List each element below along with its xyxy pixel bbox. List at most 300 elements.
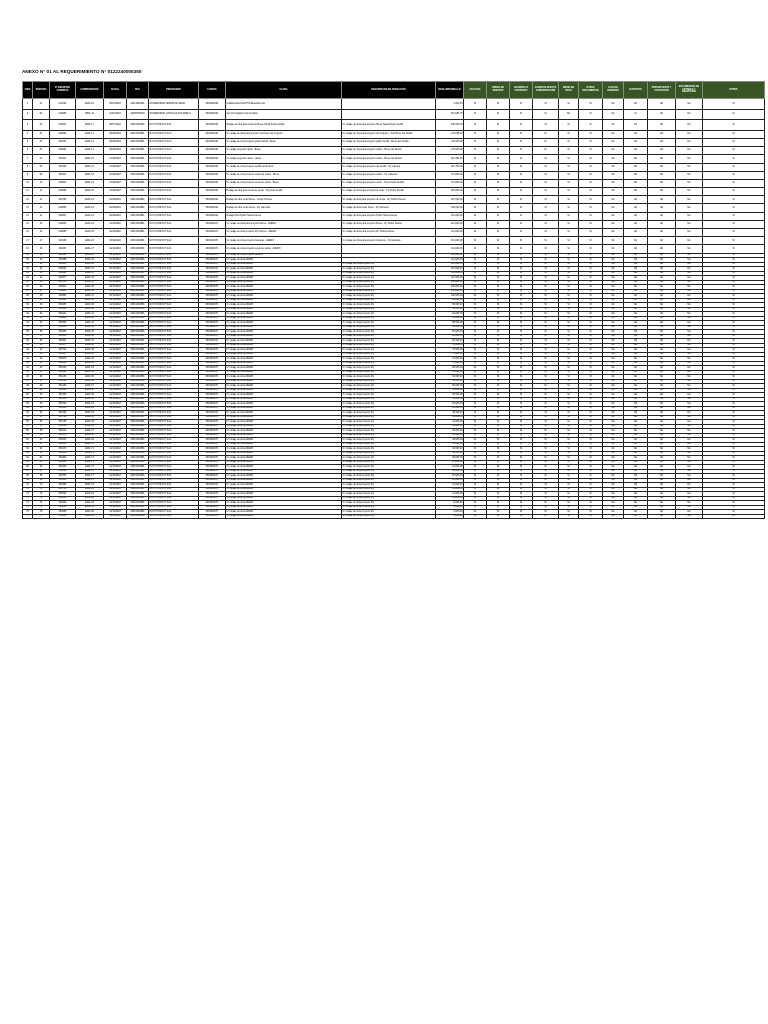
cell-j: NA xyxy=(648,438,676,443)
cell-b: SI xyxy=(487,285,510,290)
cell-cpe: E001-14 xyxy=(76,147,104,155)
cell-item: 11 xyxy=(23,188,33,196)
cell-obs: SI xyxy=(703,424,765,429)
cell-periodo: 60 xyxy=(33,438,50,443)
cell-periodo: 28 xyxy=(33,294,50,299)
cell-obs: SI xyxy=(703,267,765,272)
cell-base: 52,000.00 xyxy=(436,402,464,407)
cell-periodo: 72 xyxy=(33,492,50,497)
cell-j: NA xyxy=(648,253,676,258)
cell-obs: SI xyxy=(703,442,765,447)
cell-desc: Un rodaje de obra proyecto Fly xyxy=(342,406,436,411)
cell-nro_reg: 051068 xyxy=(50,370,76,375)
cell-i: NA xyxy=(624,280,648,285)
cell-obs: SI xyxy=(703,469,765,474)
cell-ruc: 20601303891 xyxy=(127,312,149,317)
cell-fecha: 07/09/2018 xyxy=(104,155,127,163)
cell-a: SI xyxy=(464,514,487,519)
cell-c: SI xyxy=(510,375,533,380)
cell-cpe: E001-79 xyxy=(76,483,104,488)
cell-item: 66 xyxy=(23,465,33,470)
cell-k: NA xyxy=(676,366,703,371)
cell-base: 4,000.00 xyxy=(436,510,464,515)
col-header-k: DOCUMENTOS DE ENTREGA Y RECEPCIÓN xyxy=(676,82,703,99)
cell-cta: 6391000001 xyxy=(199,99,226,110)
cell-prov: DUTCH FROUT SAC xyxy=(149,496,199,501)
cell-k: NA xyxy=(676,212,703,220)
cell-prov: DUTCH FROUT SAC xyxy=(149,188,199,196)
table-row xyxy=(23,229,765,237)
cell-desc: Un rodaje de obra para proyecto del conjunto - Sub Breve del Sevilla xyxy=(342,130,436,138)
cell-nro_reg: 053083 xyxy=(50,510,76,515)
cell-item: 48 xyxy=(23,384,33,389)
cell-e: SI xyxy=(559,415,579,420)
cell-prov: DUTCH FROUT SAC xyxy=(149,271,199,276)
cell-e: SI xyxy=(559,370,579,375)
cell-desc: Un rodaje de obra proyecto Fly xyxy=(342,492,436,497)
cell-item: 60 xyxy=(23,438,33,443)
cell-cta: 6391000071 xyxy=(199,424,226,429)
cell-periodo: 47 xyxy=(33,379,50,384)
cell-h: NA xyxy=(603,469,624,474)
cell-nro_reg: 048511 xyxy=(50,171,76,179)
cell-e: SI xyxy=(559,384,579,389)
cell-i: NA xyxy=(624,487,648,492)
cell-k: NA xyxy=(676,442,703,447)
cell-cta: 6391000071 xyxy=(199,429,226,434)
cell-desc: Un rodaje de obra para proyecto Fly Herrera Breve xyxy=(342,229,436,237)
cell-cta: 6391000001 xyxy=(199,120,226,131)
cell-nro_reg: 050481 xyxy=(50,330,76,335)
cell-prov: DUTCH FROUT SAC xyxy=(149,155,199,163)
cell-k: NA xyxy=(676,285,703,290)
cell-cta: 6391000071 xyxy=(199,276,226,281)
cell-periodo: 50 xyxy=(33,393,50,398)
cell-d: SI xyxy=(533,411,559,416)
cell-h: NA xyxy=(603,220,624,228)
cell-item: 23 xyxy=(23,271,33,276)
cell-cta: 6391000071 xyxy=(199,514,226,519)
cell-periodo: 02 xyxy=(33,109,50,120)
cell-item: 39 xyxy=(23,343,33,348)
cell-prov: DUTCH FROUT SAC xyxy=(149,451,199,456)
cell-base: 66,000.00 xyxy=(436,370,464,375)
cell-ruc: 20601303891 xyxy=(127,138,149,146)
cell-prov: DUTCH FROUT SAC xyxy=(149,469,199,474)
cell-h: NA xyxy=(603,501,624,506)
cell-ruc: 20601303891 xyxy=(127,442,149,447)
cell-c: SI xyxy=(510,402,533,407)
cell-cta: 6391000071 xyxy=(199,451,226,456)
cell-k: NA xyxy=(676,163,703,171)
cell-nro_reg: 050873 xyxy=(50,357,76,362)
cell-base: 92,000.00 xyxy=(436,312,464,317)
cell-base: 131,000.00 xyxy=(436,245,464,253)
cell-b: SI xyxy=(487,307,510,312)
cell-item: 30 xyxy=(23,303,33,308)
cell-h: NA xyxy=(603,253,624,258)
cell-k: NA xyxy=(676,496,703,501)
cell-cta: 6391000071 xyxy=(199,245,226,253)
cell-j: NA xyxy=(648,188,676,196)
cell-obs: SI xyxy=(703,220,765,228)
cell-cpe: E001-37 xyxy=(76,294,104,299)
cell-d: SI xyxy=(533,456,559,461)
cell-h: NA xyxy=(603,262,624,267)
cell-obs: SI xyxy=(703,245,765,253)
cell-nro_reg: 049741 xyxy=(50,280,76,285)
cell-f: SI xyxy=(579,245,603,253)
cell-cta: 6391000071 xyxy=(199,253,226,258)
cell-k: NA xyxy=(676,393,703,398)
cell-glosa: Un rodaje de obra AZERO xyxy=(226,339,342,344)
cell-cta: 6391000071 xyxy=(199,478,226,483)
cell-c: SI xyxy=(510,130,533,138)
cell-obs: SI xyxy=(703,312,765,317)
cell-c: SI xyxy=(510,138,533,146)
cell-cta: 6391000071 xyxy=(199,406,226,411)
cell-c: SI xyxy=(510,163,533,171)
cell-d: SI xyxy=(533,316,559,321)
cell-item: 10 xyxy=(23,179,33,187)
cell-fecha: 31/12/2018 xyxy=(104,411,127,416)
cell-fecha: 15/09/2018 xyxy=(104,188,127,196)
cell-cpe: E001-48 xyxy=(76,343,104,348)
cell-f: SI xyxy=(579,262,603,267)
cell-base: 296,000.00 xyxy=(436,120,464,131)
cell-f: SI xyxy=(579,424,603,429)
cell-a: SI xyxy=(464,501,487,506)
cell-cpe: E001-62 xyxy=(76,406,104,411)
cell-d: SI xyxy=(533,325,559,330)
cell-e: SI xyxy=(559,99,579,110)
cell-obs: SI xyxy=(703,478,765,483)
cell-b: SI xyxy=(487,465,510,470)
cell-e: SI xyxy=(559,262,579,267)
cell-i: NA xyxy=(624,298,648,303)
cell-base: 26,000.00 xyxy=(436,460,464,465)
cell-e: SI xyxy=(559,258,579,263)
cell-c: SI xyxy=(510,99,533,110)
cell-periodo: 06 xyxy=(33,147,50,155)
cell-a: SI xyxy=(464,357,487,362)
cell-j: NA xyxy=(648,474,676,479)
cell-periodo: 75 xyxy=(33,505,50,510)
cell-f: SI xyxy=(579,460,603,465)
cell-glosa: Un rodaje de obra AZERO xyxy=(226,276,342,281)
table-row xyxy=(23,130,765,138)
cell-nro_reg: 051978 xyxy=(50,433,76,438)
cell-i: NA xyxy=(624,456,648,461)
cell-fecha: 05/09/2018 xyxy=(104,147,127,155)
cell-e: SI xyxy=(559,267,579,272)
cell-k: NA xyxy=(676,147,703,155)
cell-fecha: 31/12/2018 xyxy=(104,424,127,429)
cell-f: SI xyxy=(579,325,603,330)
cell-fecha: 31/12/2018 xyxy=(104,402,127,407)
cell-a: SI xyxy=(464,415,487,420)
cell-prov: DUTCH FROUT SAC xyxy=(149,442,199,447)
cell-desc: Un rodaje de obra proyecto Fly xyxy=(342,438,436,443)
cell-h: NA xyxy=(603,316,624,321)
cell-fecha: 31/12/2018 xyxy=(104,298,127,303)
cell-k: NA xyxy=(676,120,703,131)
cell-k: NA xyxy=(676,312,703,317)
cell-i: NA xyxy=(624,204,648,212)
cell-d: SI xyxy=(533,465,559,470)
cell-fecha: 31/12/2018 xyxy=(104,357,127,362)
cell-d: SI xyxy=(533,505,559,510)
cell-f: SI xyxy=(579,492,603,497)
cell-desc: Un rodaje de obra proyecto Fly xyxy=(342,483,436,488)
cell-a: SI xyxy=(464,343,487,348)
cell-a: SI xyxy=(464,492,487,497)
cell-c: SI xyxy=(510,316,533,321)
cell-f: SI xyxy=(579,120,603,131)
cell-j: NA xyxy=(648,402,676,407)
cell-base: 10,000.00 xyxy=(436,496,464,501)
cell-ruc: 20601303891 xyxy=(127,276,149,281)
cell-ruc: 20601303891 xyxy=(127,352,149,357)
cell-fecha: 31/12/2018 xyxy=(104,438,127,443)
cell-ruc: 20601303891 xyxy=(127,478,149,483)
cell-fecha: 31/12/2018 xyxy=(104,325,127,330)
cell-i: NA xyxy=(624,171,648,179)
cell-j: NA xyxy=(648,384,676,389)
cell-obs: SI xyxy=(703,343,765,348)
cell-nro_reg: 051458 xyxy=(50,397,76,402)
cell-h: NA xyxy=(603,321,624,326)
cell-d: SI xyxy=(533,321,559,326)
cell-obs: SI xyxy=(703,262,765,267)
cell-b: SI xyxy=(487,370,510,375)
cell-i: NA xyxy=(624,366,648,371)
cell-fecha: 30/12/2018 xyxy=(104,294,127,299)
cell-glosa: Rodaje Obra Pedro Herrera breve xyxy=(226,212,342,220)
cell-desc: Un rodaje de obra para proyecto Cameras - Fly Cameras xyxy=(342,237,436,245)
col-header-cpe: COMPROBANTE xyxy=(76,82,104,99)
cell-nro_reg: 050546 xyxy=(50,334,76,339)
cell-a: SI xyxy=(464,334,487,339)
cell-obs: SI xyxy=(703,120,765,131)
cell-i: NA xyxy=(624,501,648,506)
cell-obs: SI xyxy=(703,501,765,506)
cell-e: SI xyxy=(559,325,579,330)
cell-cta: 6391000001 xyxy=(199,196,226,204)
cell-b: SI xyxy=(487,501,510,506)
cell-c: SI xyxy=(510,204,533,212)
cell-c: SI xyxy=(510,447,533,452)
cell-nro_reg: 052498 xyxy=(50,469,76,474)
cell-b: SI xyxy=(487,312,510,317)
cell-cpe: E001-35 xyxy=(76,285,104,290)
cell-f: SI xyxy=(579,298,603,303)
cell-b: SI xyxy=(487,348,510,353)
cell-e: SI xyxy=(559,438,579,443)
col-header-b: ORDEN DE SERVICIO xyxy=(487,82,510,99)
cell-b: SI xyxy=(487,155,510,163)
cell-ruc: 20601303891 xyxy=(127,406,149,411)
cell-d: SI xyxy=(533,447,559,452)
cell-a: SI xyxy=(464,474,487,479)
cell-desc: Un rodaje de obra proyecto Fly xyxy=(342,447,436,452)
cell-d: SI xyxy=(533,384,559,389)
cell-f: SI xyxy=(579,163,603,171)
cell-obs: SI xyxy=(703,438,765,443)
cell-glosa: Un rodaje de obra AZERO xyxy=(226,312,342,317)
cell-e: SI xyxy=(559,343,579,348)
cell-desc: Un rodaje de obra proyecto Fly xyxy=(342,442,436,447)
cell-e: SI xyxy=(559,294,579,299)
cell-glosa: Un rodaje de obra AZERO xyxy=(226,348,342,353)
cell-desc: Un rodaje de obra para proyecto varios - Breve del Sevilla xyxy=(342,155,436,163)
cell-ruc: 20601303891 xyxy=(127,179,149,187)
cell-j: NA xyxy=(648,258,676,263)
cell-h: NA xyxy=(603,397,624,402)
cell-f: SI xyxy=(579,285,603,290)
cell-obs: SI xyxy=(703,188,765,196)
cell-obs: SI xyxy=(703,492,765,497)
cell-b: SI xyxy=(487,109,510,120)
cell-b: SI xyxy=(487,447,510,452)
cell-prov: DUTCH FROUT SAC xyxy=(149,325,199,330)
cell-glosa: Un rodaje de obra AZERO xyxy=(226,433,342,438)
cell-i: NA xyxy=(624,352,648,357)
cell-h: NA xyxy=(603,514,624,519)
cell-d: SI xyxy=(533,179,559,187)
cell-cpe: E001-86 xyxy=(76,514,104,519)
cell-k: NA xyxy=(676,420,703,425)
cell-base: 2,000.00 xyxy=(436,514,464,519)
cell-periodo: 73 xyxy=(33,496,50,501)
cell-e: SI xyxy=(559,510,579,515)
cell-d: SI xyxy=(533,492,559,497)
cell-glosa: Un rodaje de obra AZERO xyxy=(226,514,342,519)
cell-periodo: 31 xyxy=(33,307,50,312)
cell-prov: DUTCH FROUT SAC xyxy=(149,334,199,339)
cell-h: NA xyxy=(603,429,624,434)
cell-item: 18 xyxy=(23,245,33,253)
cell-c: SI xyxy=(510,229,533,237)
cell-d: SI xyxy=(533,442,559,447)
cell-b: SI xyxy=(487,316,510,321)
cell-k: NA xyxy=(676,415,703,420)
cell-f: SI xyxy=(579,361,603,366)
cell-fecha: 31/12/2018 xyxy=(104,384,127,389)
cell-h: NA xyxy=(603,130,624,138)
cell-j: NA xyxy=(648,179,676,187)
cell-base: 136,000.00 xyxy=(436,138,464,146)
cell-cpe: E001-67 xyxy=(76,429,104,434)
cell-glosa: Un rodaje de obra proyecto gratis Sevilla - Beva xyxy=(226,138,342,146)
cell-cta: 6391000001 xyxy=(199,147,226,155)
cell-obs: SI xyxy=(703,474,765,479)
cell-cpe: E001-56 xyxy=(76,379,104,384)
cell-periodo: 57 xyxy=(33,424,50,429)
cell-glosa: Un rodaje de obra AZERO xyxy=(226,406,342,411)
cell-c: SI xyxy=(510,147,533,155)
cell-j: NA xyxy=(648,429,676,434)
cell-b: SI xyxy=(487,384,510,389)
cell-base: 501,083.75 xyxy=(436,109,464,120)
cell-cta: 6391000071 xyxy=(199,411,226,416)
cell-e: SI xyxy=(559,307,579,312)
cell-j: NA xyxy=(648,442,676,447)
cell-obs: SI xyxy=(703,163,765,171)
cell-cta: 6391000071 xyxy=(199,420,226,425)
cell-obs: SI xyxy=(703,366,765,371)
cell-e: SI xyxy=(559,406,579,411)
cell-glosa: Colaboración Red PTM Beneficiencia xyxy=(226,99,342,110)
cell-f: SI xyxy=(579,388,603,393)
cell-c: SI xyxy=(510,514,533,519)
cell-prov: DUTCH FROUT SAC xyxy=(149,120,199,131)
cell-a: SI xyxy=(464,298,487,303)
cell-fecha: 31/12/2018 xyxy=(104,307,127,312)
cell-j: NA xyxy=(648,196,676,204)
cell-periodo: 18 xyxy=(33,245,50,253)
cell-f: SI xyxy=(579,220,603,228)
cell-cta: 6391000001 xyxy=(199,138,226,146)
cell-periodo: 59 xyxy=(33,433,50,438)
col-header-periodo: PERIODO xyxy=(33,82,50,99)
cell-a: SI xyxy=(464,325,487,330)
cell-f: SI xyxy=(579,375,603,380)
cell-h: NA xyxy=(603,384,624,389)
cell-k: NA xyxy=(676,303,703,308)
cell-prov: DUTCH FROUT SAC xyxy=(149,393,199,398)
cell-periodo: 65 xyxy=(33,460,50,465)
cell-prov: DUTCH FROUT SAC xyxy=(149,415,199,420)
cell-cpe: E001-29 xyxy=(76,258,104,263)
cell-c: SI xyxy=(510,307,533,312)
cell-j: NA xyxy=(648,280,676,285)
cell-c: SI xyxy=(510,294,533,299)
cell-f: SI xyxy=(579,474,603,479)
cell-item: 7 xyxy=(23,155,33,163)
cell-ruc: 20601303891 xyxy=(127,316,149,321)
cell-i: NA xyxy=(624,303,648,308)
cell-item: 71 xyxy=(23,487,33,492)
cell-glosa: Rodaje de obra para proyecto Breve Santa Pedro Sevilla xyxy=(226,120,342,131)
cell-e: SI xyxy=(559,478,579,483)
cell-j: NA xyxy=(648,343,676,348)
col-header-a: FACTURA xyxy=(464,82,487,99)
cell-ruc: 20601303891 xyxy=(127,196,149,204)
cell-a: SI xyxy=(464,163,487,171)
cell-e: SI xyxy=(559,487,579,492)
cell-desc: Un rodaje de obra proyecto Fly xyxy=(342,348,436,353)
cell-d: SI xyxy=(533,334,559,339)
cell-desc: Un rodaje de obra proyecto Fly xyxy=(342,366,436,371)
page-title: ANEXO N° 01 AL REQUERIMIENTO N° 0122240000350 xyxy=(22,69,142,74)
cell-desc: Un rodaje de obra proyecto Fly xyxy=(342,316,436,321)
cell-nro_reg: 052823 xyxy=(50,492,76,497)
cell-b: SI xyxy=(487,343,510,348)
cell-base: 64,000.00 xyxy=(436,375,464,380)
cell-cta: 6391000071 xyxy=(199,402,226,407)
col-header-f: OTROS DOCUMENTOS xyxy=(579,82,603,99)
cell-base: 74,000.00 xyxy=(436,352,464,357)
cell-c: SI xyxy=(510,433,533,438)
cell-cpe: E001-55 xyxy=(76,375,104,380)
cell-glosa: Un rodaje proyecto varios - varios xyxy=(226,155,342,163)
cell-a: SI xyxy=(464,330,487,335)
cell-h: NA xyxy=(603,447,624,452)
cell-b: SI xyxy=(487,438,510,443)
cell-obs: SI xyxy=(703,415,765,420)
cell-desc: Un rodaje de obra para proyecto gratis Sevilla - Breve del Sevilla xyxy=(342,138,436,146)
